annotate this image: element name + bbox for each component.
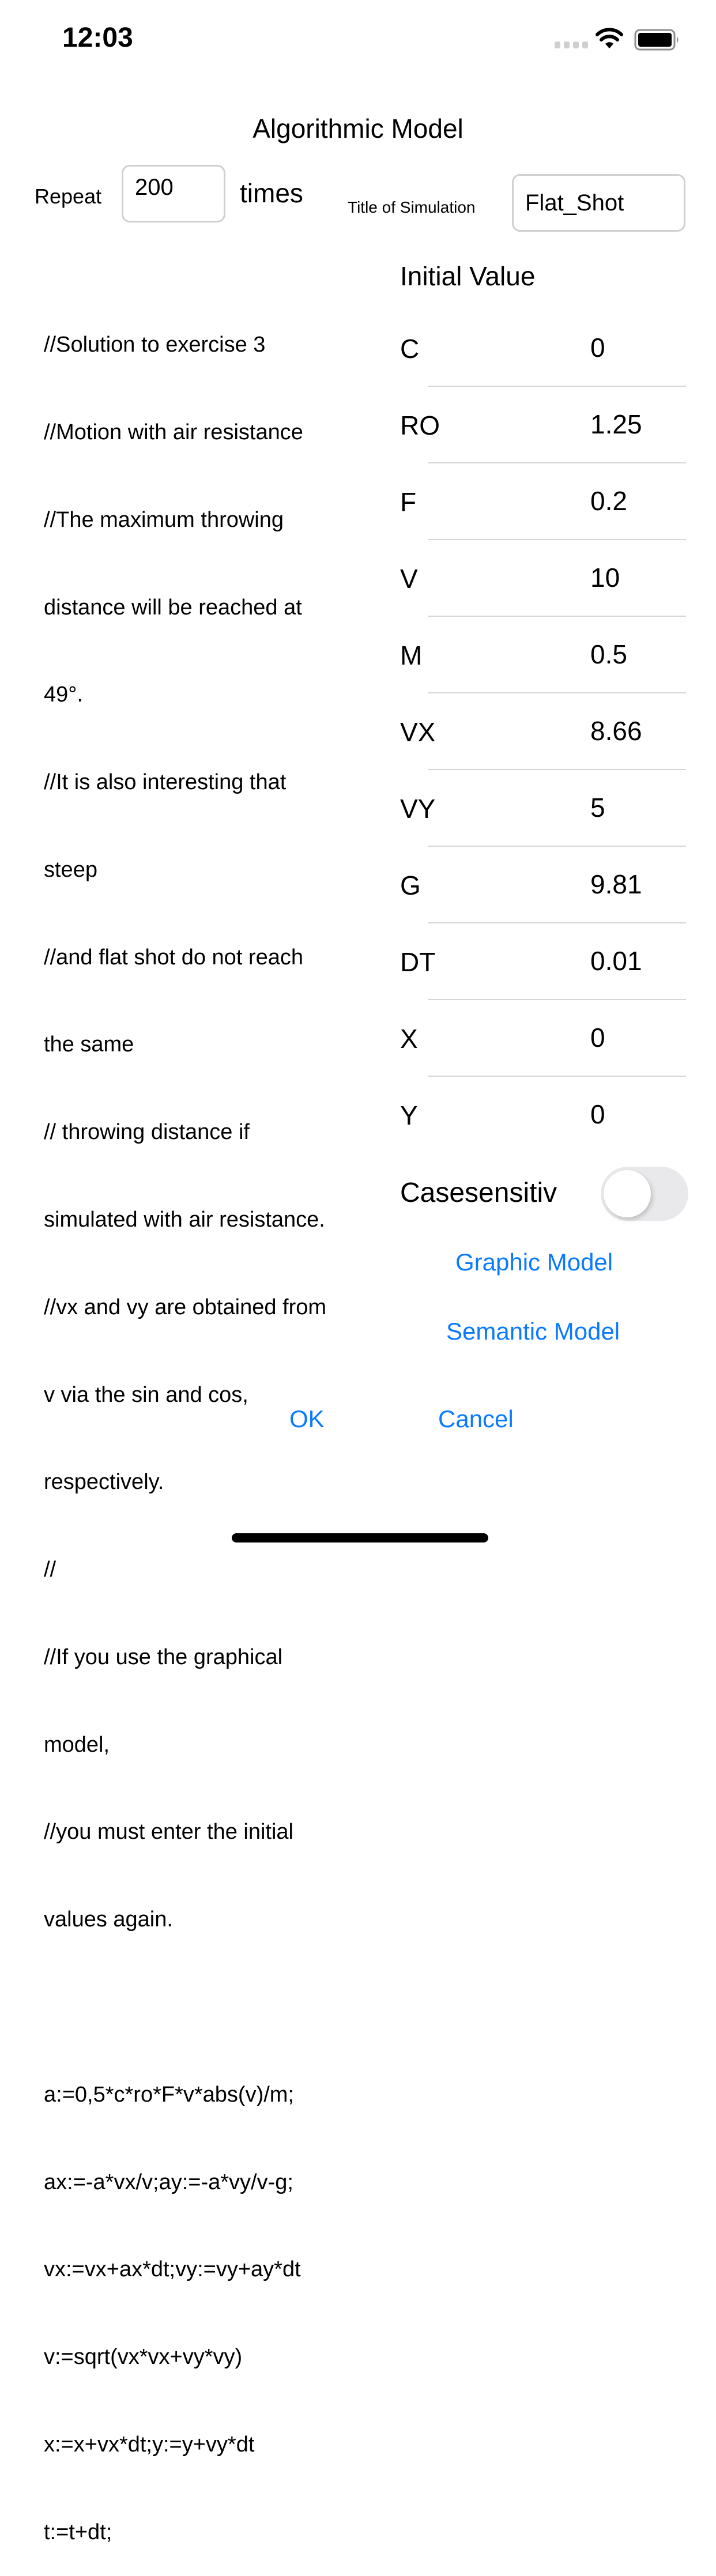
code-line: t:=t+dt; <box>44 2520 112 2544</box>
graphic-model-button[interactable]: Graphic Model <box>455 1249 613 1276</box>
variable-name: DT <box>400 947 436 977</box>
wifi-icon <box>595 27 624 50</box>
variable-value-input[interactable] <box>590 715 683 746</box>
code-line: x:=x+vx*dt;y:=y+vy*dt <box>44 2432 255 2457</box>
variable-value-input[interactable] <box>590 792 683 823</box>
variable-row-f <box>400 463 686 540</box>
variable-row-y <box>400 1077 686 1153</box>
variable-row-g <box>400 847 686 923</box>
code-line: //and flat shot do not reach <box>44 945 303 970</box>
code-line: //Motion with air resistance <box>44 420 303 444</box>
code-line: vx:=vx+ax*dt;vy:=vy+ay*dt <box>44 2257 301 2282</box>
battery-full-icon <box>634 29 680 51</box>
initial-value-header: Initial Value <box>400 261 536 291</box>
code-line: // throwing distance if <box>44 1120 250 1145</box>
variable-row-m <box>400 617 686 693</box>
code-line: distance will be reached at <box>44 595 302 620</box>
variable-name: VY <box>400 794 436 824</box>
variable-value-input[interactable] <box>590 639 683 670</box>
variable-name: X <box>400 1024 418 1054</box>
page-title: Algorithmic Model <box>253 114 463 144</box>
code-line: steep <box>44 857 97 882</box>
times-label: times <box>240 178 303 208</box>
variable-value-input[interactable] <box>590 1099 683 1130</box>
cancel-button[interactable]: Cancel <box>438 1405 514 1432</box>
code-line: ax:=-a*vx/v;ay:=-a*vy/v-g; <box>44 2170 293 2194</box>
code-line: v:=sqrt(vx*vx+vy*vy) <box>44 2345 243 2370</box>
code-line: // <box>44 1557 56 1582</box>
simulation-title-label: Title of Simulation <box>348 198 476 216</box>
code-line: //If you use the graphical <box>44 1645 283 1669</box>
code-line: //you must enter the initial <box>44 1820 293 1845</box>
variable-name: F <box>400 487 417 517</box>
variable-name: VX <box>400 717 436 747</box>
status-time: 12:03 <box>62 22 133 53</box>
initial-value-list <box>400 310 686 1153</box>
code-line: respectively. <box>44 1470 164 1495</box>
variable-row-vy <box>400 770 686 847</box>
repeat-label: Repeat <box>35 184 102 208</box>
variable-value-input[interactable] <box>590 409 683 440</box>
home-indicator[interactable] <box>232 1533 488 1542</box>
variable-name: C <box>400 334 420 364</box>
semantic-model-button[interactable]: Semantic Model <box>446 1318 620 1345</box>
variable-row-vx <box>400 693 686 770</box>
variable-name: Y <box>400 1100 418 1130</box>
code-line: the same <box>44 1032 134 1057</box>
variable-name: V <box>400 564 418 594</box>
code-line: //The maximum throwing <box>44 507 284 532</box>
variable-value-input[interactable] <box>590 945 683 976</box>
variable-row-x <box>400 1000 686 1077</box>
code-line: v via the sin and cos, <box>44 1382 248 1407</box>
variable-value-input[interactable] <box>590 562 683 593</box>
cellular-signal-icon <box>555 42 588 48</box>
case-sensitive-toggle[interactable] <box>601 1167 688 1221</box>
code-line: values again. <box>44 1907 173 1932</box>
variable-value-input[interactable] <box>590 869 683 900</box>
code-line: model, <box>44 1732 110 1757</box>
code-line <box>44 1993 378 2022</box>
variable-row-v <box>400 540 686 617</box>
variable-name: G <box>400 870 421 900</box>
code-line: 49°. <box>44 682 84 707</box>
variable-name: M <box>400 640 423 670</box>
code-line: a:=0,5*c*ro*F*v*abs(v)/m; <box>44 2082 294 2107</box>
simulation-title-input[interactable] <box>512 174 685 232</box>
toggle-knob <box>604 1170 651 1217</box>
variable-value-input[interactable] <box>590 332 683 363</box>
variable-name: RO <box>400 410 440 440</box>
variable-row-ro <box>400 387 686 463</box>
variable-value-input[interactable] <box>590 1022 683 1053</box>
code-line: //It is also interesting that <box>44 770 287 795</box>
algorithm-code-editor[interactable] <box>44 272 378 2576</box>
variable-row-c <box>400 310 686 387</box>
code-line: //Solution to exercise 3 <box>44 333 266 357</box>
repeat-count-input[interactable] <box>122 165 225 222</box>
variable-row-dt <box>400 923 686 1000</box>
ok-button[interactable]: OK <box>289 1405 325 1432</box>
case-sensitive-label: Casesensitiv <box>400 1178 557 1208</box>
code-line: simulated with air resistance. <box>44 1208 325 1232</box>
code-line: //vx and vy are obtained from <box>44 1295 327 1319</box>
variable-value-input[interactable] <box>590 485 683 516</box>
